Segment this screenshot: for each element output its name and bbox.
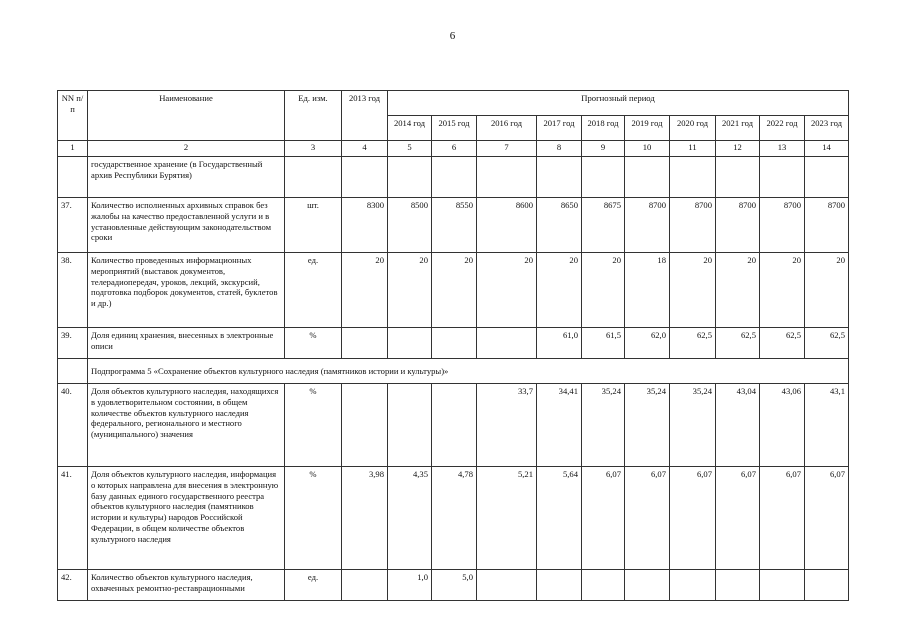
value-cell: 4,78 xyxy=(432,467,477,570)
header-unit: Ед. изм. xyxy=(285,91,342,141)
value-cell: 62,0 xyxy=(625,328,670,359)
header-year: 2023 год xyxy=(805,116,849,141)
value-cell xyxy=(477,157,537,198)
table-row xyxy=(58,253,849,328)
header-year: 2014 год xyxy=(388,116,432,141)
header-year: 2022 год xyxy=(760,116,805,141)
value-cell: 8700 xyxy=(805,198,849,253)
value-cell xyxy=(760,157,805,198)
value-cell: 8650 xyxy=(537,198,582,253)
unit-cell xyxy=(285,157,342,198)
value-cell xyxy=(432,157,477,198)
value-cell: 6,07 xyxy=(716,467,760,570)
value-cell: 8675 xyxy=(582,198,625,253)
value-cell: 62,5 xyxy=(760,328,805,359)
indicator-name: Доля объектов культурного наследия, находящихся в удовлетворительном состоянии, в общем количестве объектов культурного наследия федерального, регионального и местного (муниципального) значения xyxy=(88,384,285,467)
value-cell: 20 xyxy=(805,253,849,328)
row-number: 42. xyxy=(58,570,88,601)
column-number: 10 xyxy=(625,141,670,157)
indicator-name: государственное хранение (в Государственный архив Республики Бурятия) xyxy=(88,157,285,198)
value-cell xyxy=(670,570,716,601)
row-number: 38. xyxy=(58,253,88,328)
value-cell xyxy=(625,157,670,198)
header-year: 2018 год xyxy=(582,116,625,141)
header-nn: NN п/п xyxy=(58,91,88,141)
header-row xyxy=(58,91,849,116)
column-number: 8 xyxy=(537,141,582,157)
value-cell: 5,64 xyxy=(537,467,582,570)
value-cell xyxy=(716,570,760,601)
value-cell: 6,07 xyxy=(625,467,670,570)
indicator-name: Количество объектов культурного наследия, охваченных ремонтно-реставрационными xyxy=(88,570,285,601)
value-cell: 5,21 xyxy=(477,467,537,570)
header-year: 2015 год xyxy=(432,116,477,141)
indicator-name: Количество проведенных информационных мероприятий (выставок документов, телерадиопередач, уроков, лекций, экскурсий, подготовка подборок документов, статей, буклетов и др.) xyxy=(88,253,285,328)
subprogram-row xyxy=(58,359,849,384)
value-cell: 8600 xyxy=(477,198,537,253)
header-name: Наименование xyxy=(88,91,285,141)
value-cell xyxy=(342,384,388,467)
value-cell: 5,0 xyxy=(432,570,477,601)
value-cell: 6,07 xyxy=(805,467,849,570)
value-cell xyxy=(432,384,477,467)
column-number: 9 xyxy=(582,141,625,157)
value-cell xyxy=(388,384,432,467)
value-cell xyxy=(805,157,849,198)
column-number: 14 xyxy=(805,141,849,157)
value-cell xyxy=(388,157,432,198)
unit-cell: ед. xyxy=(285,570,342,601)
value-cell: 20 xyxy=(537,253,582,328)
value-cell xyxy=(582,570,625,601)
row-number: 37. xyxy=(58,198,88,253)
value-cell: 20 xyxy=(477,253,537,328)
column-number: 1 xyxy=(58,141,88,157)
value-cell: 62,5 xyxy=(716,328,760,359)
header-forecast: Прогнозный период xyxy=(388,91,849,116)
header-year: 2019 год xyxy=(625,116,670,141)
column-number: 13 xyxy=(760,141,805,157)
value-cell: 43,04 xyxy=(716,384,760,467)
value-cell: 61,0 xyxy=(537,328,582,359)
value-cell xyxy=(477,570,537,601)
subprogram-spacer xyxy=(58,359,88,384)
column-number: 7 xyxy=(477,141,537,157)
value-cell: 8700 xyxy=(625,198,670,253)
table-row xyxy=(58,467,849,570)
row-number xyxy=(58,157,88,198)
value-cell: 3,98 xyxy=(342,467,388,570)
value-cell: 8500 xyxy=(388,198,432,253)
value-cell: 8700 xyxy=(760,198,805,253)
value-cell: 4,35 xyxy=(388,467,432,570)
value-cell xyxy=(388,328,432,359)
value-cell: 1,0 xyxy=(388,570,432,601)
value-cell: 43,1 xyxy=(805,384,849,467)
indicator-name: Количество исполненных архивных справок без жалобы на качество предоставленной услуги и в установленные действующим законодательством сроки xyxy=(88,198,285,253)
value-cell: 20 xyxy=(388,253,432,328)
unit-cell: % xyxy=(285,384,342,467)
header-year: 2020 год xyxy=(670,116,716,141)
value-cell: 6,07 xyxy=(582,467,625,570)
table-body xyxy=(58,157,849,601)
value-cell: 20 xyxy=(582,253,625,328)
value-cell xyxy=(432,328,477,359)
row-number: 39. xyxy=(58,328,88,359)
value-cell xyxy=(342,328,388,359)
header-year: 2016 год xyxy=(477,116,537,141)
value-cell xyxy=(716,157,760,198)
row-number: 40. xyxy=(58,384,88,467)
unit-cell: шт. xyxy=(285,198,342,253)
value-cell: 6,07 xyxy=(670,467,716,570)
value-cell: 43,06 xyxy=(760,384,805,467)
value-cell: 8700 xyxy=(670,198,716,253)
value-cell: 18 xyxy=(625,253,670,328)
column-number: 4 xyxy=(342,141,388,157)
subprogram-title: Подпрограмма 5 «Сохранение объектов культурного наследия (памятников истории и культуры)» xyxy=(88,359,849,384)
value-cell xyxy=(625,570,670,601)
header-base-year: 2013 год xyxy=(342,91,388,141)
column-number: 3 xyxy=(285,141,342,157)
value-cell: 20 xyxy=(432,253,477,328)
column-number: 5 xyxy=(388,141,432,157)
value-cell xyxy=(342,570,388,601)
value-cell xyxy=(537,570,582,601)
value-cell: 20 xyxy=(760,253,805,328)
value-cell: 35,24 xyxy=(670,384,716,467)
column-number: 2 xyxy=(88,141,285,157)
value-cell xyxy=(342,157,388,198)
column-number: 6 xyxy=(432,141,477,157)
value-cell: 6,07 xyxy=(760,467,805,570)
unit-cell: ед. xyxy=(285,253,342,328)
value-cell: 62,5 xyxy=(670,328,716,359)
value-cell xyxy=(670,157,716,198)
value-cell xyxy=(760,570,805,601)
header-year: 2017 год xyxy=(537,116,582,141)
row-number: 41. xyxy=(58,467,88,570)
value-cell: 35,24 xyxy=(582,384,625,467)
value-cell: 61,5 xyxy=(582,328,625,359)
value-cell: 33,7 xyxy=(477,384,537,467)
indicator-name: Доля объектов культурного наследия, информация о которых направлена для внесения в электронную базу данных единого государственного реестра объектов культурного наследия (памятников истории и культуры) народов Российской Федерации, в общем количестве объектов культурного наследия xyxy=(88,467,285,570)
value-cell: 35,24 xyxy=(625,384,670,467)
indicator-name: Доля единиц хранения, внесенных в электронные описи xyxy=(88,328,285,359)
value-cell xyxy=(477,328,537,359)
value-cell: 8550 xyxy=(432,198,477,253)
table-row xyxy=(58,157,849,198)
value-cell: 34,41 xyxy=(537,384,582,467)
column-number: 11 xyxy=(670,141,716,157)
value-cell xyxy=(805,570,849,601)
indicators-table xyxy=(57,90,849,601)
value-cell: 20 xyxy=(670,253,716,328)
value-cell: 8700 xyxy=(716,198,760,253)
value-cell: 62,5 xyxy=(805,328,849,359)
table-row xyxy=(58,384,849,467)
value-cell: 20 xyxy=(716,253,760,328)
column-number: 12 xyxy=(716,141,760,157)
value-cell: 20 xyxy=(342,253,388,328)
page-number: 6 xyxy=(449,30,456,42)
column-numbers-row xyxy=(58,141,849,157)
table-row xyxy=(58,570,849,601)
value-cell xyxy=(537,157,582,198)
value-cell xyxy=(582,157,625,198)
unit-cell: % xyxy=(285,467,342,570)
unit-cell: % xyxy=(285,328,342,359)
header-year: 2021 год xyxy=(716,116,760,141)
value-cell: 8300 xyxy=(342,198,388,253)
table-row xyxy=(58,328,849,359)
table-row xyxy=(58,198,849,253)
